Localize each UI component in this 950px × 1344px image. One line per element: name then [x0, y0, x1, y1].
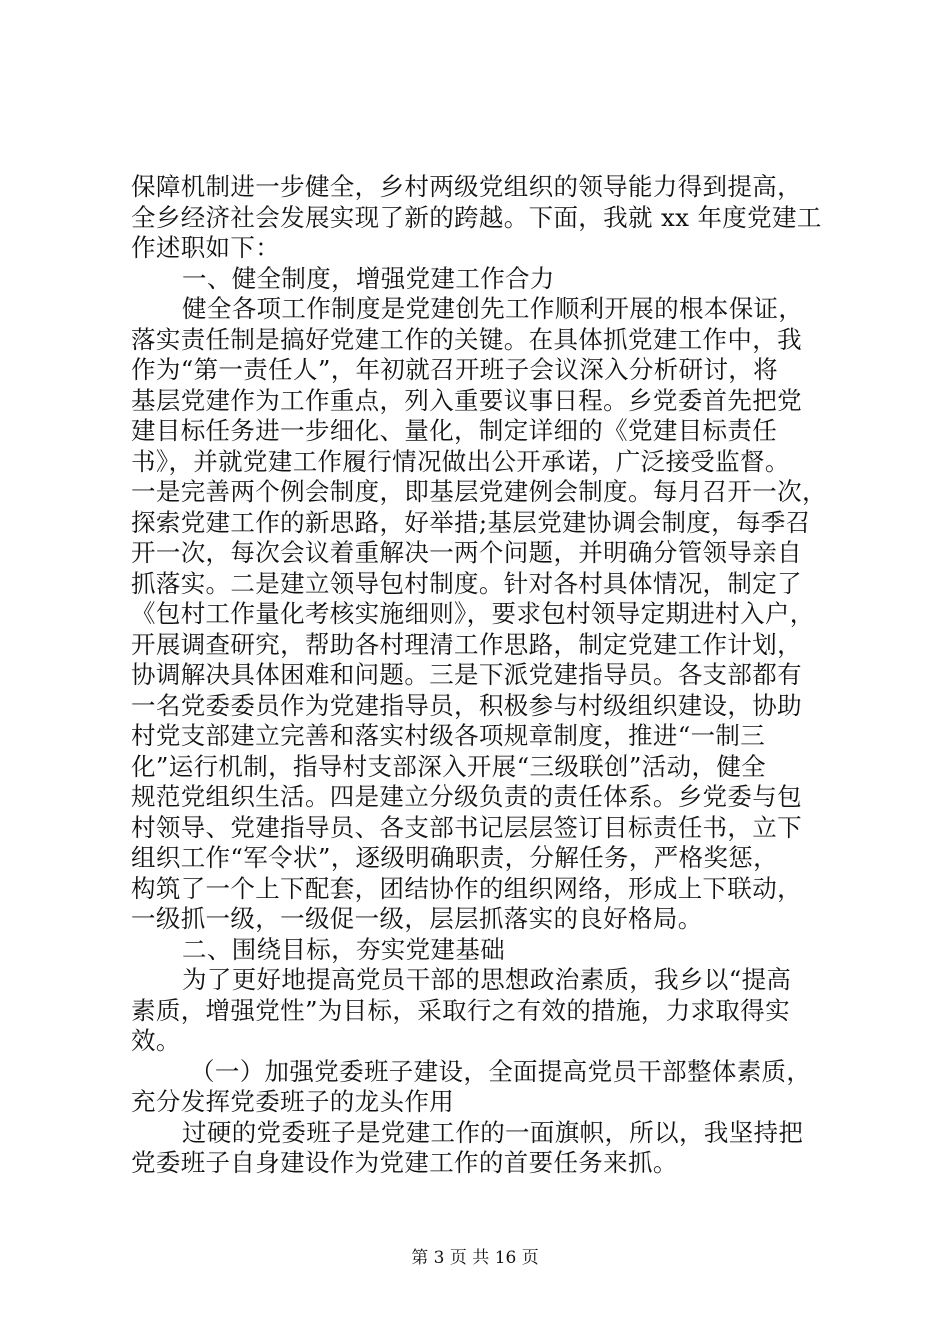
body-line: 村党支部建立完善和落实村级各项规章制度，推进“一制三: [131, 721, 766, 750]
body-line: 组织工作“军令状”，逐级明确职责，分解任务，严格奖惩，: [131, 843, 778, 872]
body-line: 开一次，每次会议着重解决一两个问题，并明确分管领导亲自: [131, 538, 802, 567]
body-line: 全乡经济社会发展实现了新的跨越。下面，我就 xx 年度党建工: [131, 202, 822, 232]
body-line: 化”运行机制，指导村支部深入开展“三级联创”活动，健全: [131, 751, 767, 781]
body-line: 抓落实。二是建立领导包村制度。针对各村具体情况，制定了: [131, 568, 802, 598]
body-line: 效。: [131, 1026, 181, 1055]
body-line: 建目标任务进一步细化、量化，制定详细的《党建目标责任: [131, 416, 778, 445]
page-footer: 第 3 页 共 16 页: [411, 1248, 539, 1268]
section-heading-1: 一、健全制度，增强党建工作合力: [182, 263, 555, 293]
body-line: 协调解决具体困难和问题。三是下派党建指导员。各支部都有: [131, 660, 802, 689]
body-line: 一名党委委员作为党建指导员，积极参与村级组织建设，协助: [131, 690, 802, 720]
body-line: 一级抓一级，一级促一级，层层抓落实的良好格局。: [131, 904, 703, 933]
document-body: [131, 172, 831, 1179]
body-line: 党委班子自身建设作为党建工作的首要任务来抓。: [131, 1148, 678, 1177]
body-line: 作为“第一责任人”，年初就召开班子会议深入分析研讨，将: [131, 355, 778, 384]
body-line: 书》，并就党建工作履行情况做出公开承诺，广泛接受监督。: [131, 446, 790, 476]
body-line: 基层党建作为工作重点，列入重要议事日程。乡党委首先把党: [131, 385, 802, 415]
section-heading-2: 二、围绕目标，夯实党建基础: [182, 934, 506, 964]
body-line: 一是完善两个例会制度，即基层党建例会制度。每月召开一次，: [131, 477, 827, 506]
body-line: 开展调查研究，帮助各村理清工作思路，制定党建工作计划，: [131, 629, 802, 659]
paragraph-first-line: 为了更好地提高党员干部的思想政治素质，我乡以“提高: [182, 965, 792, 994]
body-line: 充分发挥党委班子的龙头作用: [131, 1087, 455, 1116]
body-line: 素质，增强党性”为目标，采取行之有效的措施，力求取得实: [131, 995, 790, 1025]
body-line: 作述职如下：: [131, 233, 281, 262]
subsection-heading: （一）加强党委班子建设，全面提高党员干部整体素质，: [190, 1056, 812, 1086]
body-line: 村领导、党建指导员、各支部书记层层签订目标责任书，立下: [131, 812, 802, 842]
body-line: 保障机制进一步健全，乡村两级党组织的领导能力得到提高，: [131, 172, 802, 201]
body-line: 探索党建工作的新思路，好举措;基层党建协调会制度，每季召: [131, 507, 811, 537]
body-line: 构筑了一个上下配套，团结协作的组织网络，形成上下联动，: [131, 873, 802, 903]
body-line: 落实责任制是搞好党建工作的关键。在具体抓党建工作中，我: [131, 324, 802, 354]
body-line: 规范党组织生活。四是建立分级负责的责任体系。乡党委与包: [131, 782, 802, 811]
body-line: 《包村工作量化考核实施细则》，要求包村领导定期进村入户，: [131, 599, 815, 628]
paragraph-first-line: 过硬的党委班子是党建工作的一面旗帜，所以，我坚持把: [182, 1117, 804, 1147]
paragraph-first-line: 健全各项工作制度是党建创先工作顺利开展的根本保证，: [182, 294, 804, 323]
